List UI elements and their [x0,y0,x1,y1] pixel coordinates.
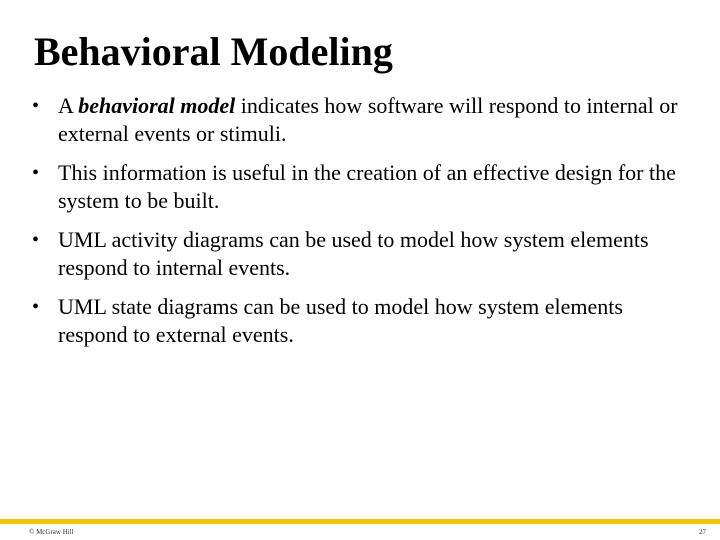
bullet-icon: • [32,296,40,318]
page-number: 27 [699,528,706,536]
bullet-list [32,92,692,360]
bullet-text-emphasis: behavioral model [78,93,236,118]
bullet-text: indicates how software will respond to internal or external events or stimuli. [58,93,678,146]
bullet-text: UML state diagrams can be used to model how system elements respond to external events. [58,294,623,347]
bullet-text: This information is useful in the creation of an effective design for the system to be built. [58,160,676,213]
bullet-item-design-usefulness [32,159,692,215]
bullet-icon: • [32,229,40,251]
slide-title: Behavioral Modeling [34,29,393,74]
bullet-item-state-diagrams [32,293,692,349]
bullet-item-activity-diagrams [32,226,692,282]
bullet-text-prefix: A [58,93,79,118]
bullet-icon: • [32,95,40,117]
bullet-icon: • [32,162,40,184]
bullet-item-behavioral-model [32,92,692,148]
footer-copyright: © McGraw Hill [29,528,74,536]
bullet-text: UML activity diagrams can be used to model how system elements respond to internal events. [58,227,649,280]
footer-accent-bar [0,519,720,524]
